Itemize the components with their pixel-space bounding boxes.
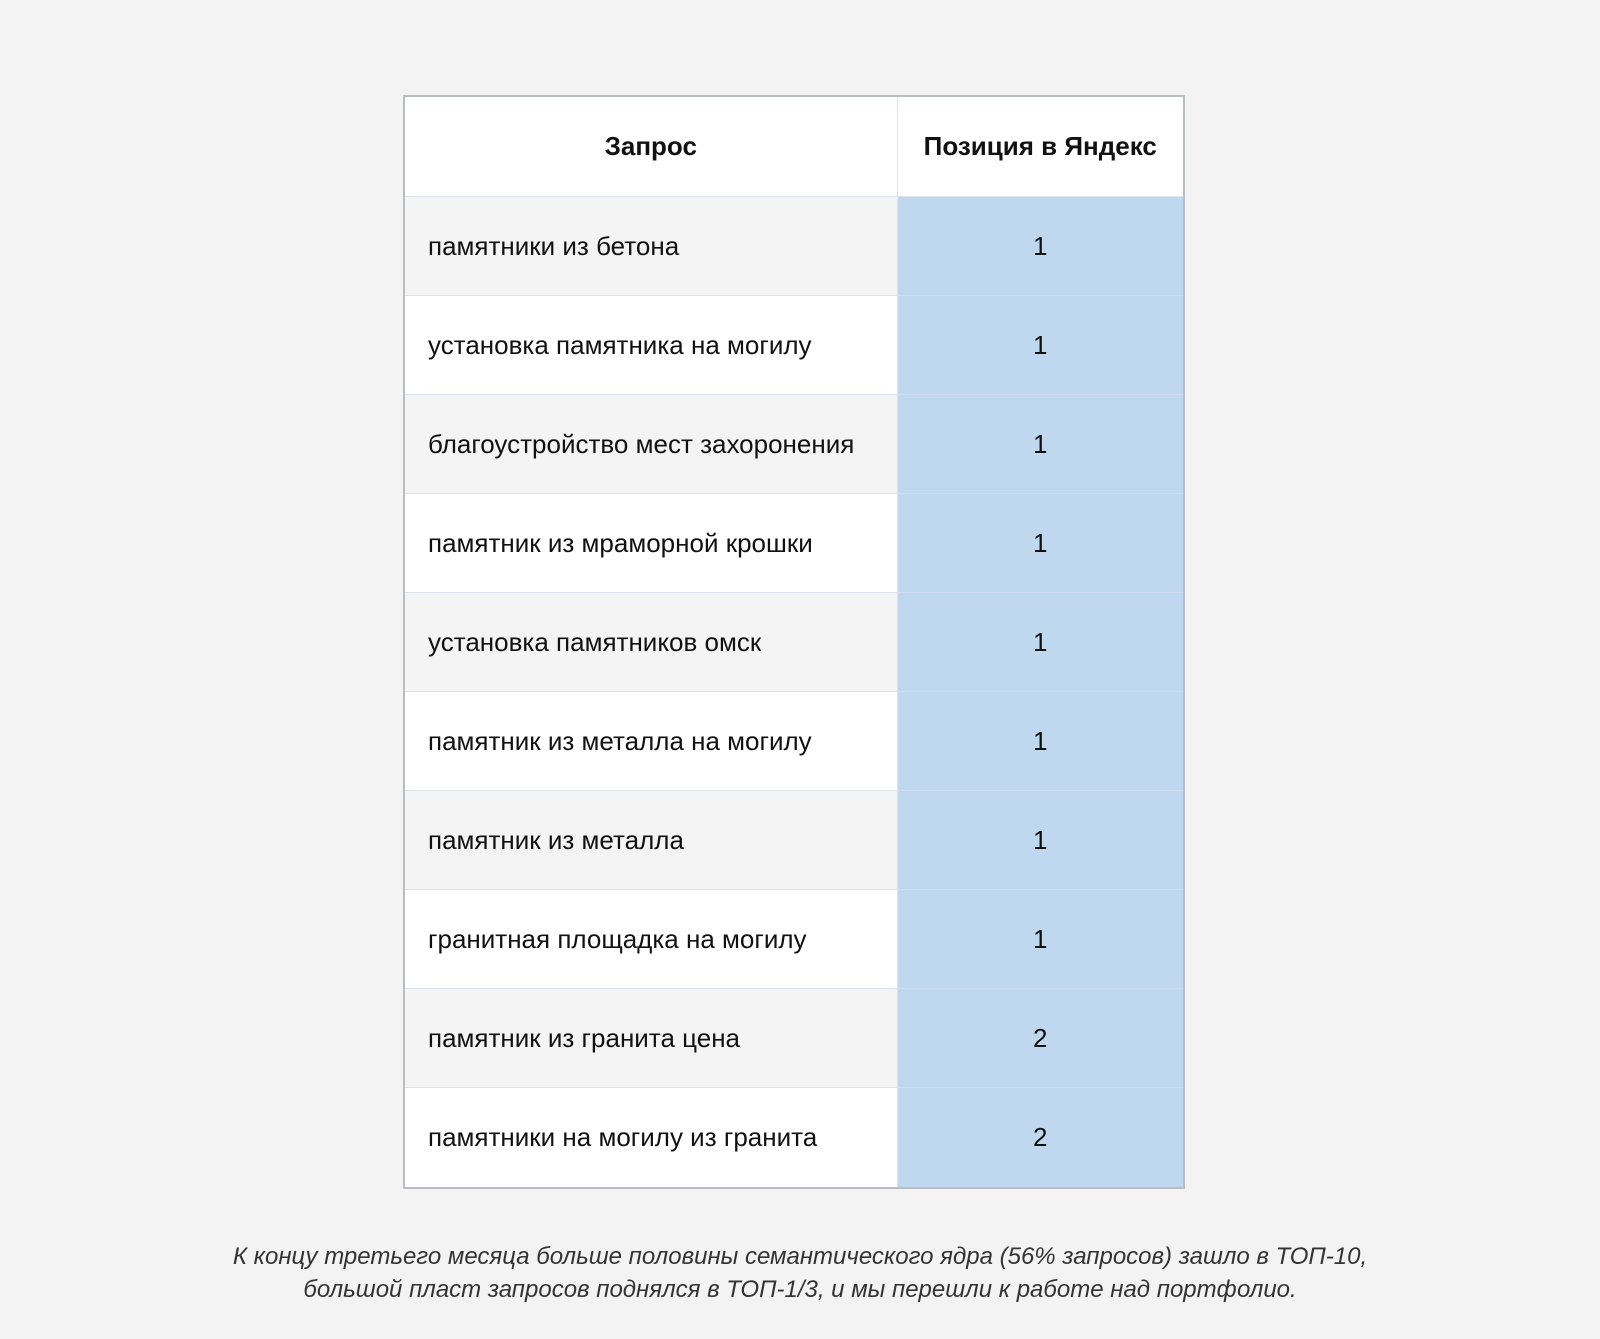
query-cell: памятник из металла	[405, 791, 897, 890]
table-row	[405, 890, 1183, 989]
caption-line-1: К концу третьего месяца больше половины семантического ядра (56% запросов) зашло в ТОП-10,	[232, 1243, 1368, 1270]
position-cell: 1	[897, 692, 1183, 791]
table-row	[405, 494, 1183, 593]
query-cell: установка памятника на могилу	[405, 296, 897, 395]
query-cell: памятник из металла на могилу	[405, 692, 897, 791]
table-row	[405, 593, 1183, 692]
table-row	[405, 197, 1183, 296]
column-header-position: Позиция в Яндекс	[897, 97, 1183, 197]
table-row	[405, 1088, 1183, 1187]
table-row	[405, 395, 1183, 494]
query-cell: памятник из гранита цена	[405, 989, 897, 1088]
position-cell: 1	[897, 593, 1183, 692]
query-cell: памятник из мраморной крошки	[405, 494, 897, 593]
position-cell: 1	[897, 395, 1183, 494]
position-cell: 1	[897, 791, 1183, 890]
query-cell: установка памятников омск	[405, 593, 897, 692]
caption	[0, 1240, 1600, 1306]
query-cell: памятники на могилу из гранита	[405, 1088, 897, 1187]
table-row	[405, 791, 1183, 890]
position-cell: 1	[897, 296, 1183, 395]
query-cell: гранитная площадка на могилу	[405, 890, 897, 989]
caption-line-2: большой пласт запросов поднялся в ТОП-1/3, и мы перешли к работе над портфолио.	[303, 1276, 1297, 1303]
table-row	[405, 989, 1183, 1088]
position-cell: 1	[897, 890, 1183, 989]
rankings-table	[403, 95, 1185, 1189]
position-cell: 1	[897, 197, 1183, 296]
position-cell: 2	[897, 1088, 1183, 1187]
column-header-query: Запрос	[405, 97, 897, 197]
query-cell: благоустройство мест захоронения	[405, 395, 897, 494]
position-cell: 2	[897, 989, 1183, 1088]
rankings-table-grid	[405, 97, 1183, 1187]
table-header-row	[405, 97, 1183, 197]
table-row	[405, 296, 1183, 395]
query-cell: памятники из бетона	[405, 197, 897, 296]
position-cell: 1	[897, 494, 1183, 593]
table-row	[405, 692, 1183, 791]
